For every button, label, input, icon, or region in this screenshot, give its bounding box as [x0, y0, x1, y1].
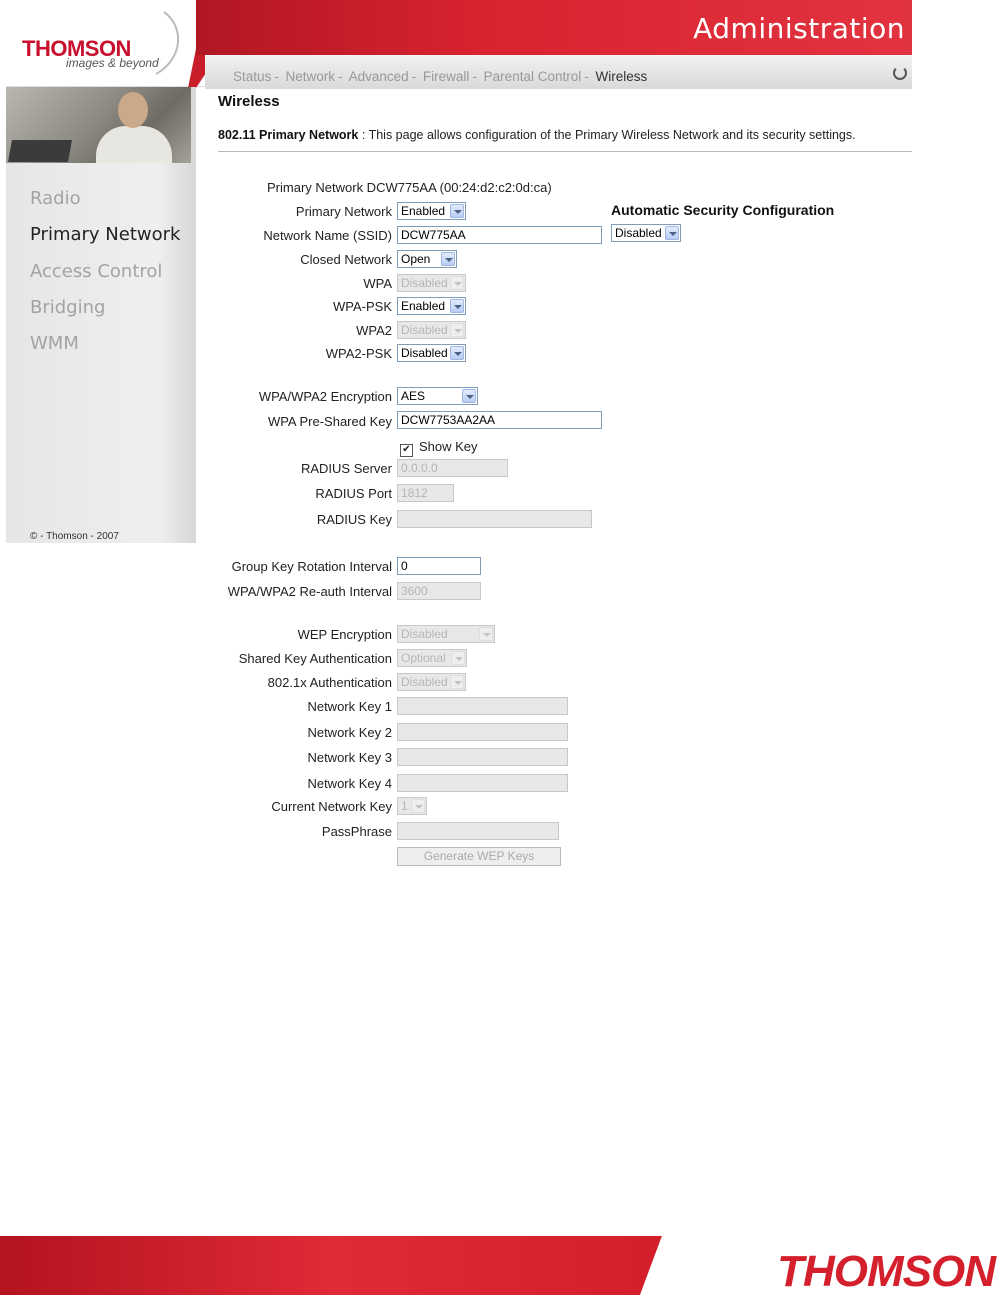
- wpa-label: WPA: [363, 276, 392, 291]
- chevron-down-icon: [450, 346, 464, 360]
- sidebar-item-wmm[interactable]: WMM: [30, 333, 79, 354]
- network-key-3-label: Network Key 3: [307, 750, 392, 765]
- logo-tagline: images & beyond: [66, 56, 159, 70]
- network-key-2-input[interactable]: [397, 723, 568, 741]
- wpa-psk-select[interactable]: Enabled: [397, 297, 466, 315]
- nav-separator: -: [584, 69, 589, 84]
- radius-server-label: RADIUS Server: [300, 461, 392, 476]
- passphrase-input[interactable]: [397, 822, 559, 840]
- chevron-down-icon: [450, 323, 464, 337]
- nav-separator: -: [472, 69, 477, 84]
- encryption-select[interactable]: AES: [397, 387, 478, 405]
- page-desc-title: 802.11 Primary Network: [218, 128, 359, 142]
- logo-swoosh-icon: [150, 8, 190, 78]
- page-title: Wireless: [218, 93, 280, 110]
- nav-item-network[interactable]: Network: [285, 69, 336, 84]
- network-key-4-input[interactable]: [397, 774, 568, 792]
- dot1x-auth-label: 802.1x Authentication: [267, 675, 392, 690]
- nav-separator: -: [274, 69, 279, 84]
- sidebar-item-bridging[interactable]: Bridging: [30, 297, 106, 318]
- sidebar-item-radio[interactable]: Radio: [30, 188, 81, 209]
- top-nav: [233, 69, 647, 84]
- chevron-down-icon: [450, 276, 464, 290]
- reauth-input[interactable]: 3600: [397, 582, 481, 600]
- network-key-4-label: Network Key 4: [307, 776, 392, 791]
- passphrase-label: PassPhrase: [321, 824, 392, 839]
- chevron-down-icon: [665, 226, 679, 240]
- show-key-label: Show Key: [419, 439, 478, 454]
- chevron-down-icon: [479, 627, 493, 641]
- network-key-3-input[interactable]: [397, 748, 568, 766]
- ssid-label: Network Name (SSID): [263, 228, 392, 243]
- sidebar-item-primary-network[interactable]: Primary Network: [30, 224, 181, 245]
- nav-separator: -: [338, 69, 343, 84]
- wpa2-select[interactable]: Disabled: [397, 321, 466, 339]
- wep-encryption-select[interactable]: Disabled: [397, 625, 495, 643]
- network-key-2-label: Network Key 2: [307, 725, 392, 740]
- wpa2-psk-select[interactable]: Disabled: [397, 344, 466, 362]
- auto-security-select[interactable]: Disabled: [611, 224, 681, 242]
- current-key-select[interactable]: 1: [397, 797, 427, 815]
- radius-port-label: RADIUS Port: [315, 486, 392, 501]
- divider: [218, 151, 912, 152]
- nav-separator: -: [411, 69, 417, 84]
- thomson-logo[interactable]: THOMSON: [22, 36, 131, 61]
- footer-thomson-logo: THOMSON: [777, 1247, 995, 1296]
- photo-person-head: [118, 92, 148, 128]
- closed-network-label: Closed Network: [300, 252, 392, 267]
- photo-laptop: [8, 140, 72, 162]
- network-key-1-label: Network Key 1: [307, 699, 392, 714]
- chevron-down-icon: [451, 651, 465, 665]
- radius-port-input[interactable]: 1812: [397, 484, 454, 502]
- group-key-label: Group Key Rotation Interval: [231, 559, 392, 574]
- group-key-input[interactable]: 0: [397, 557, 481, 575]
- wpa2-label: WPA2: [356, 323, 392, 338]
- page-section-title: Administration: [693, 12, 905, 45]
- radius-server-input[interactable]: 0.0.0.0: [397, 459, 508, 477]
- copyright: © - Thomson - 2007: [30, 531, 119, 542]
- closed-network-select[interactable]: Open: [397, 250, 457, 268]
- loading-spinner-icon: [893, 66, 907, 80]
- chevron-down-icon: [450, 299, 464, 313]
- photo-person-body: [96, 126, 172, 163]
- chevron-down-icon: [441, 252, 455, 266]
- wep-encryption-label: WEP Encryption: [297, 627, 392, 642]
- nav-item-status[interactable]: Status: [233, 69, 272, 84]
- nav-item-firewall[interactable]: Firewall: [422, 69, 470, 84]
- current-key-label: Current Network Key: [271, 799, 392, 814]
- checkbox-checked-icon: ✔: [400, 444, 413, 457]
- page-desc-separator: :: [361, 128, 366, 142]
- chevron-down-icon: [450, 675, 464, 689]
- psk-label: WPA Pre-Shared Key: [267, 414, 392, 429]
- radius-key-label: RADIUS Key: [316, 512, 392, 527]
- primary-network-label: Primary Network: [295, 204, 392, 219]
- network-info: Primary Network DCW775AA (00:24:d2:c2:0d:ca): [267, 180, 552, 195]
- auto-security-title: Automatic Security Configuration: [611, 202, 835, 218]
- primary-network-select[interactable]: Enabled: [397, 202, 466, 220]
- network-key-1-input[interactable]: [397, 697, 568, 715]
- wpa-select[interactable]: Disabled: [397, 274, 466, 292]
- ssid-input[interactable]: DCW775AA: [397, 226, 602, 244]
- sidebar-item-access-control[interactable]: Access Control: [30, 261, 163, 282]
- encryption-label: WPA/WPA2 Encryption: [258, 389, 392, 404]
- wpa2-psk-label: WPA2-PSK: [325, 346, 392, 361]
- chevron-down-icon: [462, 389, 476, 403]
- show-key-checkbox[interactable]: [400, 439, 478, 457]
- chevron-down-icon: [411, 799, 425, 813]
- nav-item-parental-control[interactable]: Parental Control: [483, 69, 582, 84]
- page-desc-text: This page allows configuration of the Primary Wireless Network and its security settings.: [368, 128, 856, 142]
- psk-input[interactable]: DCW7753AA2AA: [397, 411, 602, 429]
- page-description: [218, 128, 856, 142]
- generate-wep-keys-button[interactable]: Generate WEP Keys: [397, 847, 561, 866]
- dot1x-auth-select[interactable]: Disabled: [397, 673, 466, 691]
- shared-key-auth-label: Shared Key Authentication: [238, 651, 392, 666]
- reauth-label: WPA/WPA2 Re-auth Interval: [227, 584, 392, 599]
- chevron-down-icon: [450, 204, 464, 218]
- nav-item-advanced[interactable]: Advanced: [348, 69, 409, 84]
- shared-key-auth-select[interactable]: Optional: [397, 649, 467, 667]
- nav-item-wireless[interactable]: Wireless: [595, 69, 648, 84]
- radius-key-input[interactable]: [397, 510, 592, 528]
- wpa-psk-label: WPA-PSK: [333, 299, 392, 314]
